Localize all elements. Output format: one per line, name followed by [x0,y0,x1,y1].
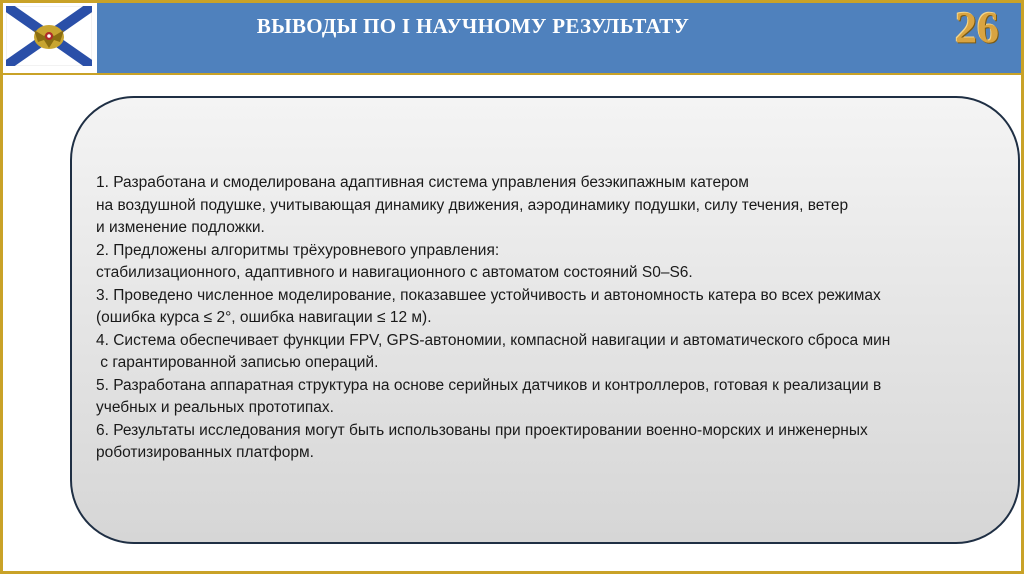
conclusion-line: 4. Система обеспечивает функции FPV, GPS-автономии, компасной навигации и автоматического сброса мин [96,331,891,349]
conclusion-line: 2. Предложены алгоритмы трёхуровневого управления: [96,241,500,259]
page-number: 26 [955,3,999,52]
conclusion-line: стабилизационного, адаптивного и навигационного с автоматом состояний S0–S6. [96,264,693,281]
frame-left [0,0,3,574]
conclusion-line: 1. Разработана и смоделирована адаптивная система управления безэкипажным катером [96,174,749,191]
conclusion-line: учебных и реальных прототипах. [96,399,334,416]
conclusion-item-6 [96,420,996,465]
conclusion-item-2 [96,240,996,285]
conclusion-line: роботизированных платформ. [96,444,314,461]
conclusion-item-4 [96,330,996,375]
header-divider [3,73,1021,75]
conclusion-line: с гарантированной записью операций. [96,354,379,371]
conclusion-line: 3. Проведено численное моделирование, показавшее устойчивость и автономность катера во всех режимах [96,286,881,304]
conclusion-line: 5. Разработана аппаратная структура на основе серийных датчиков и контроллеров, готовая к реализации в [96,376,882,394]
conclusion-item-1 [96,172,996,240]
conclusion-line: и изменение подложки. [96,219,265,236]
conclusion-line: (ошибка курса ≤ 2°, ошибка навигации ≤ 12 м). [96,309,432,326]
conclusion-line: на воздушной подушке, учитывающая динамику движения, аэродинамику подушки, силу течения, ветер [96,196,849,214]
conclusion-item-5 [96,375,996,420]
navy-flag-icon [6,6,92,66]
conclusions-list [96,172,996,465]
page-title: ВЫВОДЫ ПО I НАУЧНОМУ РЕЗУЛЬТАТУ [256,14,690,38]
conclusion-line: 6. Результаты исследования могут быть использованы при проектировании военно-морских и инженерных [96,421,868,439]
conclusion-item-3 [96,285,996,330]
